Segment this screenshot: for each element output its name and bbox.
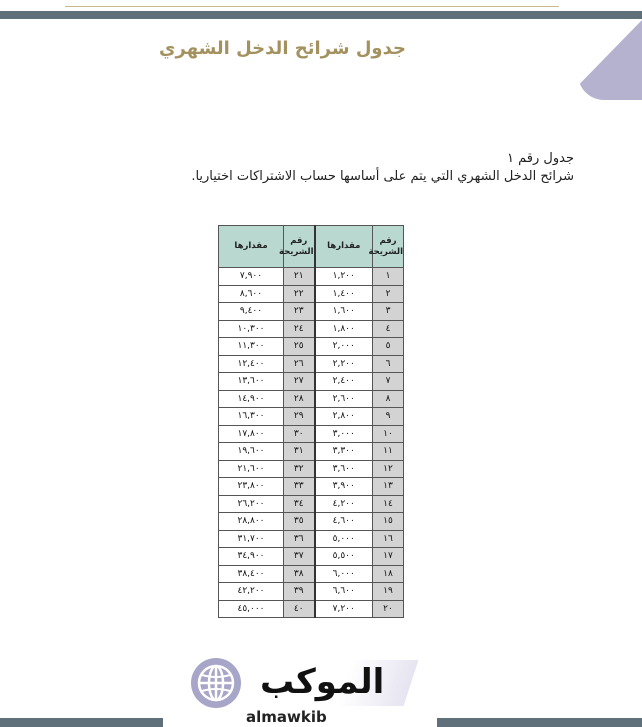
table-row bbox=[219, 425, 404, 443]
slice-number-cell: ٢٥ bbox=[284, 338, 315, 356]
slice-number-cell: ٣٩ bbox=[284, 583, 315, 601]
page-title: جدول شرائح الدخل الشهري bbox=[159, 38, 406, 59]
amount-cell: ١٢,٤٠٠ bbox=[219, 355, 284, 373]
caption-line-2: شرائح الدخل الشهري التي يتم على أساسها حساب الاشتراكات اختياريا. bbox=[191, 169, 574, 184]
bottom-bar-left bbox=[0, 718, 163, 727]
slice-number-cell: ٣٣ bbox=[284, 478, 315, 496]
table-row bbox=[219, 600, 404, 618]
table-row bbox=[219, 460, 404, 478]
slice-number-cell: ٥ bbox=[373, 338, 404, 356]
slice-number-cell: ٢٠ bbox=[373, 600, 404, 618]
table-row bbox=[219, 565, 404, 583]
slice-number-cell: ٢٦ bbox=[284, 355, 315, 373]
amount-cell: ٣١,٧٠٠ bbox=[219, 530, 284, 548]
header-amount-2: مقدارها bbox=[219, 226, 284, 268]
slice-number-cell: ١٥ bbox=[373, 513, 404, 531]
slice-number-cell: ٣ bbox=[373, 303, 404, 321]
slice-number-cell: ١١ bbox=[373, 443, 404, 461]
top-accent-line bbox=[65, 6, 559, 7]
slice-number-cell: ٢ bbox=[373, 285, 404, 303]
amount-cell: ٦,٠٠٠ bbox=[315, 565, 373, 583]
table-row bbox=[219, 373, 404, 391]
slice-number-cell: ٢٢ bbox=[284, 285, 315, 303]
table-row bbox=[219, 443, 404, 461]
amount-cell: ٣٨,٤٠٠ bbox=[219, 565, 284, 583]
slice-number-cell: ٤ bbox=[373, 320, 404, 338]
logo-arabic-text: الموكب bbox=[260, 662, 385, 702]
amount-cell: ١٩,٦٠٠ bbox=[219, 443, 284, 461]
amount-cell: ٤٢,٢٠٠ bbox=[219, 583, 284, 601]
table-row bbox=[219, 338, 404, 356]
table-row bbox=[219, 355, 404, 373]
amount-cell: ٤٥,٠٠٠ bbox=[219, 600, 284, 618]
table-row bbox=[219, 320, 404, 338]
amount-cell: ١٣,٦٠٠ bbox=[219, 373, 284, 391]
slice-number-cell: ٤٠ bbox=[284, 600, 315, 618]
table-row bbox=[219, 548, 404, 566]
amount-cell: ٢,٦٠٠ bbox=[315, 390, 373, 408]
amount-cell: ٧,٩٠٠ bbox=[219, 268, 284, 286]
table-row bbox=[219, 478, 404, 496]
amount-cell: ٨,٦٠٠ bbox=[219, 285, 284, 303]
slice-number-cell: ٢٨ bbox=[284, 390, 315, 408]
slice-number-cell: ١٠ bbox=[373, 425, 404, 443]
slice-number-cell: ٨ bbox=[373, 390, 404, 408]
amount-cell: ٣,٠٠٠ bbox=[315, 425, 373, 443]
table-row bbox=[219, 583, 404, 601]
amount-cell: ٣,٩٠٠ bbox=[315, 478, 373, 496]
slice-number-cell: ١٧ bbox=[373, 548, 404, 566]
caption-line-1: جدول رقم ١ bbox=[507, 151, 574, 166]
header-amount-1: مقدارها bbox=[315, 226, 373, 268]
amount-cell: ٧,٢٠٠ bbox=[315, 600, 373, 618]
table-row bbox=[219, 285, 404, 303]
table-row bbox=[219, 390, 404, 408]
slice-number-cell: ٩ bbox=[373, 408, 404, 426]
amount-cell: ٤,٢٠٠ bbox=[315, 495, 373, 513]
amount-cell: ٢٨,٨٠٠ bbox=[219, 513, 284, 531]
table-body bbox=[219, 268, 404, 618]
slice-number-cell: ٣٠ bbox=[284, 425, 315, 443]
table-row bbox=[219, 530, 404, 548]
slice-number-cell: ٣٢ bbox=[284, 460, 315, 478]
table-row bbox=[219, 513, 404, 531]
slice-number-cell: ١٣ bbox=[373, 478, 404, 496]
amount-cell: ٣,٦٠٠ bbox=[315, 460, 373, 478]
slice-number-cell: ٢٤ bbox=[284, 320, 315, 338]
table-row bbox=[219, 268, 404, 286]
amount-cell: ٣٤,٩٠٠ bbox=[219, 548, 284, 566]
slice-number-cell: ٢٧ bbox=[284, 373, 315, 391]
header-slice-no-2: رقم الشريحة bbox=[284, 226, 315, 268]
table-row bbox=[219, 303, 404, 321]
amount-cell: ١٤,٩٠٠ bbox=[219, 390, 284, 408]
slice-number-cell: ٧ bbox=[373, 373, 404, 391]
slice-number-cell: ٦ bbox=[373, 355, 404, 373]
amount-cell: ٥,٥٠٠ bbox=[315, 548, 373, 566]
amount-cell: ١,٢٠٠ bbox=[315, 268, 373, 286]
slice-number-cell: ٣٤ bbox=[284, 495, 315, 513]
slice-number-cell: ١٨ bbox=[373, 565, 404, 583]
slice-number-cell: ٢٣ bbox=[284, 303, 315, 321]
slice-number-cell: ٣١ bbox=[284, 443, 315, 461]
slice-number-cell: ٣٨ bbox=[284, 565, 315, 583]
slice-number-cell: ٣٧ bbox=[284, 548, 315, 566]
amount-cell: ٩,٤٠٠ bbox=[219, 303, 284, 321]
slice-number-cell: ٣٦ bbox=[284, 530, 315, 548]
slice-number-cell: ١٢ bbox=[373, 460, 404, 478]
corner-decoration bbox=[578, 20, 642, 100]
amount-cell: ٢,٢٠٠ bbox=[315, 355, 373, 373]
amount-cell: ٢١,٦٠٠ bbox=[219, 460, 284, 478]
amount-cell: ٢٣,٨٠٠ bbox=[219, 478, 284, 496]
table-header-row bbox=[219, 226, 404, 268]
amount-cell: ١,٦٠٠ bbox=[315, 303, 373, 321]
slice-number-cell: ١٤ bbox=[373, 495, 404, 513]
slice-number-cell: ٢١ bbox=[284, 268, 315, 286]
amount-cell: ١٧,٨٠٠ bbox=[219, 425, 284, 443]
header-slice-no-1: رقم الشريحة bbox=[373, 226, 404, 268]
table-row bbox=[219, 495, 404, 513]
amount-cell: ٦,٦٠٠ bbox=[315, 583, 373, 601]
income-slices-table bbox=[218, 225, 404, 618]
site-logo bbox=[188, 656, 438, 727]
amount-cell: ١,٤٠٠ bbox=[315, 285, 373, 303]
amount-cell: ٥,٠٠٠ bbox=[315, 530, 373, 548]
amount-cell: ١٦,٣٠٠ bbox=[219, 408, 284, 426]
amount-cell: ٢,٤٠٠ bbox=[315, 373, 373, 391]
slice-number-cell: ٣٥ bbox=[284, 513, 315, 531]
logo-latin-text: almawkib bbox=[246, 708, 327, 726]
amount-cell: ٢,٠٠٠ bbox=[315, 338, 373, 356]
amount-cell: ١,٨٠٠ bbox=[315, 320, 373, 338]
amount-cell: ٢٦,٢٠٠ bbox=[219, 495, 284, 513]
amount-cell: ٣,٣٠٠ bbox=[315, 443, 373, 461]
slice-number-cell: ٢٩ bbox=[284, 408, 315, 426]
amount-cell: ٤,٦٠٠ bbox=[315, 513, 373, 531]
slice-number-cell: ١ bbox=[373, 268, 404, 286]
amount-cell: ١٠,٣٠٠ bbox=[219, 320, 284, 338]
table-row bbox=[219, 408, 404, 426]
top-bar bbox=[0, 11, 642, 19]
slice-number-cell: ١٩ bbox=[373, 583, 404, 601]
bottom-bar-right bbox=[437, 718, 642, 727]
amount-cell: ١١,٣٠٠ bbox=[219, 338, 284, 356]
globe-icon bbox=[191, 658, 241, 708]
amount-cell: ٢,٨٠٠ bbox=[315, 408, 373, 426]
table-caption bbox=[191, 150, 574, 186]
slice-number-cell: ١٦ bbox=[373, 530, 404, 548]
